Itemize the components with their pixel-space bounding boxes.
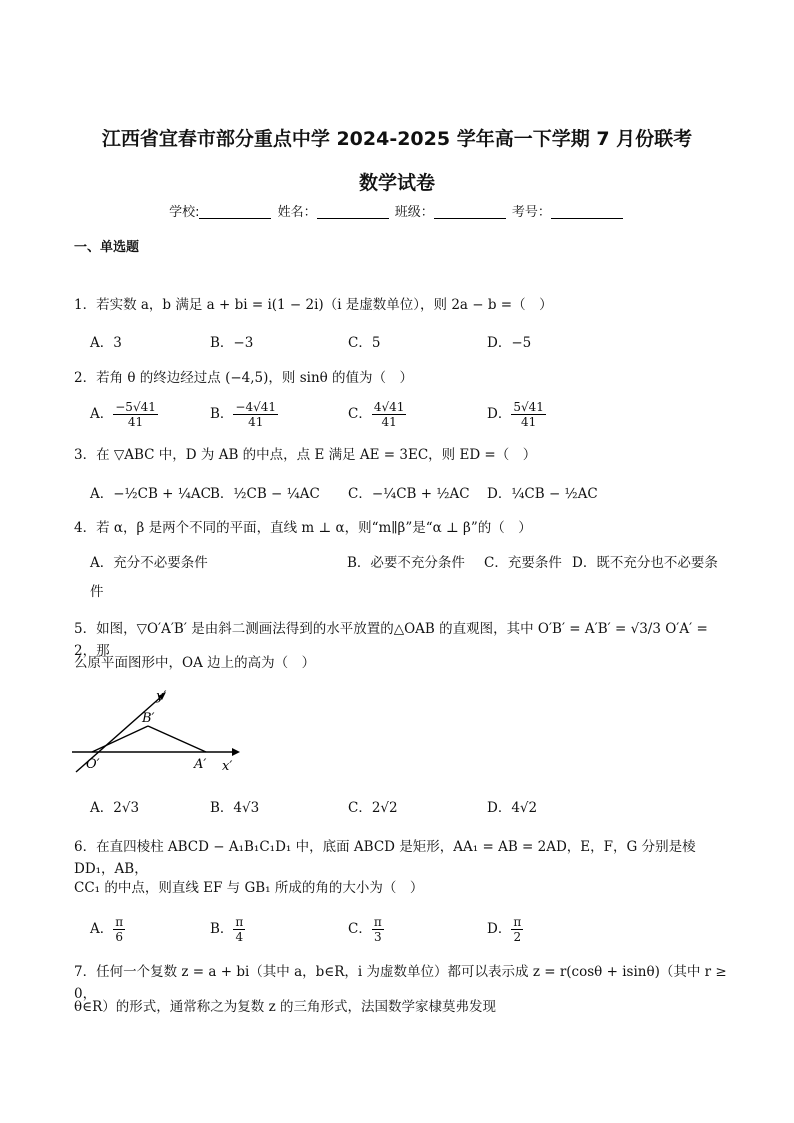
- q4-option-d: D．既不充分也不必要条: [572, 555, 718, 571]
- q4-option-b: B．必要不充分条件: [347, 555, 465, 571]
- question-7-stem-line1: 7．任何一个复数 z = a + bi（其中 a，b∈R，i 为虚数单位）都可以表示成 z = r(cosθ + isinθ)（其中 r ≥ 0，: [74, 964, 727, 1002]
- q3-option-a: A．−½CB + ¼AC: [90, 486, 211, 502]
- q5-option-c: C．2√2: [348, 800, 398, 816]
- q2-option-c: C． $\frac{4√41}{41}$: [348, 400, 405, 429]
- question-3-stem: 3．在 ▽ABC 中，D 为 AB 的中点，点 E 满足 AE = 3EC，则 ED =（ ）: [74, 447, 537, 463]
- exam-subtitle: 数学试卷: [358, 172, 435, 194]
- oblique-drawing-figure: [70, 684, 250, 780]
- q6-option-b: B． $\frac{\pi}{4}$: [210, 915, 244, 944]
- q2-option-b: B． $\frac{-4√41}{41}$: [210, 400, 277, 429]
- exam-no-label: 考号：: [511, 205, 551, 220]
- q3-option-d: D．¼CB − ½AC: [487, 486, 598, 502]
- section-title: 一、单选题: [74, 240, 140, 255]
- q1-option-b: B．−3: [210, 335, 254, 351]
- label-b-prime: B′: [142, 711, 155, 726]
- q6-option-d: D． $\frac{\pi}{2}$: [487, 915, 522, 944]
- q5-option-b: B．4√3: [210, 800, 260, 816]
- label-y-prime: y′: [156, 689, 167, 704]
- question-5-stem-line2: 么原平面图形中，OA 边上的高为（ ）: [74, 655, 316, 671]
- q6-option-c: C． $\frac{\pi}{3}$: [348, 915, 382, 944]
- segment-ob: [92, 726, 148, 752]
- student-info-line: [0, 201, 794, 220]
- question-5-stem-line1: 5．如图，▽O′A′B′ 是由斜二测画法得到的水平放置的△OAB 的直观图，其中 O′B′ = A′B′ = √3/3 O′A′ = 2，那: [74, 621, 708, 659]
- label-o-prime: O′: [86, 757, 100, 772]
- question-6-stem-line1: 6．在直四棱柱 ABCD − A₁B₁C₁D₁ 中，底面 ABCD 是矩形，AA₁ = AB = 2AD，E，F，G 分别是棱 DD₁，AB，: [74, 839, 696, 877]
- school-blank[interactable]: [199, 204, 271, 219]
- school-label: 学校:: [169, 205, 200, 220]
- q1-option-d: D．−5: [487, 335, 532, 351]
- q4-option-c: C．充要条件: [484, 555, 562, 571]
- question-7-stem-line2: θ∈R）的形式，通常称之为复数 z 的三角形式，法国数学家棣莫弗发现: [74, 999, 496, 1015]
- class-blank[interactable]: [434, 204, 506, 219]
- question-1-stem: 1．若实数 a，b 满足 a + bi = i(1 − 2i)（i 是虚数单位），则 2a − b =（ ）: [74, 297, 553, 313]
- segment-ba: [148, 726, 206, 752]
- q1-option-c: C．5: [348, 335, 381, 351]
- question-4-stem: 4．若 α，β 是两个不同的平面，直线 m ⊥ α，则“m∥β”是“α ⊥ β”的（ ）: [74, 520, 532, 536]
- name-blank[interactable]: [317, 204, 389, 219]
- class-label: 班级：: [394, 205, 434, 220]
- q5-option-d: D．4√2: [487, 800, 538, 816]
- name-label: 姓名：: [277, 205, 317, 220]
- q1-option-a: A．3: [90, 335, 122, 351]
- q5-option-a: A．2√3: [90, 800, 140, 816]
- exam-no-blank[interactable]: [551, 204, 623, 219]
- exam-title: 江西省宜春市部分重点中学 2024-2025 学年高一下学期 7 月份联考: [101, 128, 693, 150]
- label-x-prime: x′: [222, 759, 233, 774]
- q4-option-d-wrap: 件: [90, 584, 104, 600]
- label-a-prime: A′: [194, 757, 207, 772]
- q4-option-a: A．充分不必要条件: [90, 555, 208, 571]
- x-axis-arrow-icon: [232, 748, 240, 756]
- q3-option-c: C．−¼CB + ½AC: [348, 486, 470, 502]
- question-6-stem-line2: CC₁ 的中点，则直线 EF 与 GB₁ 所成的角的大小为（ ）: [74, 880, 424, 896]
- q3-option-b: B．½CB − ¼AC: [210, 486, 320, 502]
- q2-option-d: D． $\frac{5√41}{41}$: [487, 400, 544, 429]
- q6-option-a: A． $\frac{\pi}{6}$: [90, 915, 124, 944]
- q2-option-a: A． $\frac{-5√41}{41}$: [90, 400, 156, 429]
- question-2-stem: 2．若角 θ 的终边经过点 (−4,5)，则 sinθ 的值为（ ）: [74, 370, 414, 386]
